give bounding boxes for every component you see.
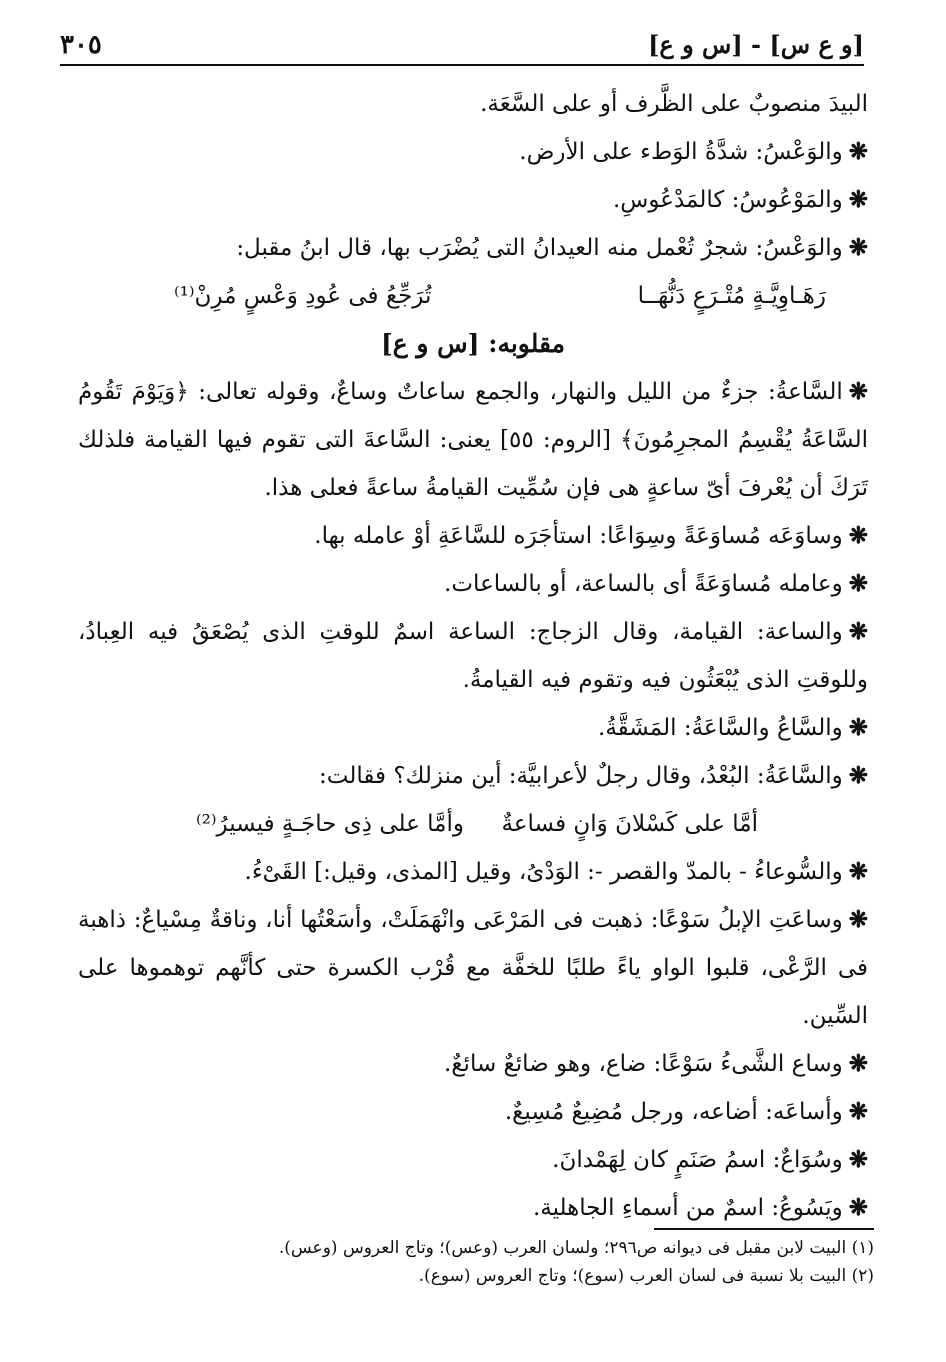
footnote-1: (١) البيت لابن مقبل فى ديوانه ص٢٩٦؛ ولسان العرب (وعس)؛ وتاج العروس (وعس). [278,1238,874,1258]
entry-wa3s-tree [78,224,868,272]
header-title: [و ع س] - [س و ع] [648,30,864,59]
star-icon: ❋ [848,1194,868,1221]
running-header [60,28,864,66]
poetry-verse-2 [78,800,868,848]
star-icon: ❋ [848,714,868,741]
star-icon: ❋ [848,378,868,405]
entry-sa3a [78,368,868,512]
footnote-divider [654,1228,874,1230]
entry-text: ويَسُوعُ: اسمٌ من أسماءِ الجاهلية. [532,1195,843,1221]
star-icon: ❋ [848,906,868,933]
star-icon: ❋ [848,186,868,213]
entry-mashaqqa [78,704,868,752]
entry-text: والسَّاعُ والسَّاعَةُ: المَشَقَّةُ. [598,715,843,741]
main-text [78,80,868,1232]
section-heading: مقلوبه: [س و ع] [380,329,566,358]
star-icon: ❋ [848,1146,868,1173]
star-icon: ❋ [848,618,868,645]
entry-text: وساعَتِ الإبلُ سَوْعًا: ذهبت فى المَرْعَى وانْهَمَلَتْ، وأسَعْتُها أنا، وناقةٌ مِسْياعٌ: ذاهبة فى الرَّعْى، قلبوا الواو ياءً طلبًا للخفَّة مع قُرْب الكسرة حتى كأنَّهم توهموها على السِّين. [78,907,868,1029]
entry-text: والساعة: القيامة، وقال الزجاج: الساعة اسمٌ للوقتِ الذى يُصْعَقُ فيه العِبادُ، وللوقتِ الذى يُبْعَثُون فيه وتقوم فيه القيامةُ. [78,619,868,693]
poetry-verse-1 [78,272,868,320]
star-icon: ❋ [848,570,868,597]
entry-text: والسُّوعاءُ - بالمدّ والقصر -: الوَدْىُ، وقيل [المذى، وقيل:] القَىْءُ. [244,859,843,885]
entry-qiyama [78,608,868,704]
verse-second-hemistich: وأمَّا على ذِى حاجَـةٍ فيسيرُ⁽²⁾ [196,811,464,837]
entry-su3a [78,848,868,896]
entry-maw3us [78,176,868,224]
entry-sawa3ahu [78,512,868,560]
star-icon: ❋ [848,1050,868,1077]
entry-suwa3 [78,1136,868,1184]
footnotes [74,1234,874,1290]
entry-text: وأساعَه: أضاعه، ورجل مُضِيعٌ مُسِيعٌ. [504,1099,843,1125]
entry-text: وسُوَاعٌ: اسمُ صَنَمٍ كان لِهَمْدانَ. [552,1147,843,1173]
star-icon: ❋ [848,522,868,549]
paragraph-1: البيدَ منصوبٌ على الظَّرف أو على السَّعَة. [480,91,868,117]
star-icon: ❋ [848,234,868,261]
entry-text: والوَعْسُ: شدَّةُ الوَطء على الأرض. [519,139,843,165]
entry-asa3ahu [78,1088,868,1136]
entry-text: والوَعْسُ: شجرٌ تُعْمل منه العيدانُ التى يُضْرَب بها، قال ابنُ مقبل: [236,235,843,261]
star-icon: ❋ [848,858,868,885]
verse-second-hemistich: تُرَجِّعُ فى عُودِ وَعْسٍ مُرِنْ⁽¹⁾ [174,283,432,309]
entry-text: السَّاعةُ: جزءٌ من الليل والنهار، والجمع ساعاتٌ وساعٌ، وقوله تعالى: ﴿وَيَوْمَ تَقُومُ السَّاعَةُ يُقْسِمُ المجرِمُونَ﴾ [الروم: ٥٥] يعنى: السَّاعةَ التى تقوم فيها القيامة فلذلك تَرَكَ أن يُعْرفَ أىّ ساعةٍ هى فإن سُمِّيت القيامةُ ساعةً فعلى هذا. [78,379,869,501]
verse-first-hemistich: أمَّا على كَسْلانَ وَانٍ فساعةٌ [501,811,758,837]
entry-sa3a-shay [78,1040,868,1088]
entry-text: وعامله مُساوَعَةً أى بالساعة، أو بالساعات. [444,571,843,597]
entry-yasu3 [78,1184,868,1232]
entry-text: وساع الشَّىءُ سَوْعًا: ضاع، وهو ضائعٌ سائعٌ. [443,1051,843,1077]
entry-text: والمَوْعُوسُ: كالمَدْعُوسِ. [612,187,843,213]
verse-first-hemistich: رَهَـاوِيَّـةٍ مُتْـرَعٍ دَنُّهَــا [637,283,826,309]
entry-text: والسَّاعَةُ: البُعْدُ، وقال رجلٌ لأعرابيَّة: أين منزلك؟ فقالت: [319,763,843,789]
star-icon: ❋ [848,138,868,165]
entry-text: وساوَعَه مُساوَعَةً وسِوَاعًا: استأجَرَه للسَّاعَةِ أوْ عامله بها. [314,523,843,549]
footnote-2: (٢) البيت بلا نسبة فى لسان العرب (سوع)؛ وتاج العروس (سوع). [418,1266,874,1286]
entry-3amalahu [78,560,868,608]
star-icon: ❋ [848,1098,868,1125]
star-icon: ❋ [848,762,868,789]
entry-wa3s [78,128,868,176]
entry-sa3at-al-ibil [78,896,868,1040]
entry-bu3d [78,752,868,800]
page-number: ٣٠٥ [60,30,102,60]
